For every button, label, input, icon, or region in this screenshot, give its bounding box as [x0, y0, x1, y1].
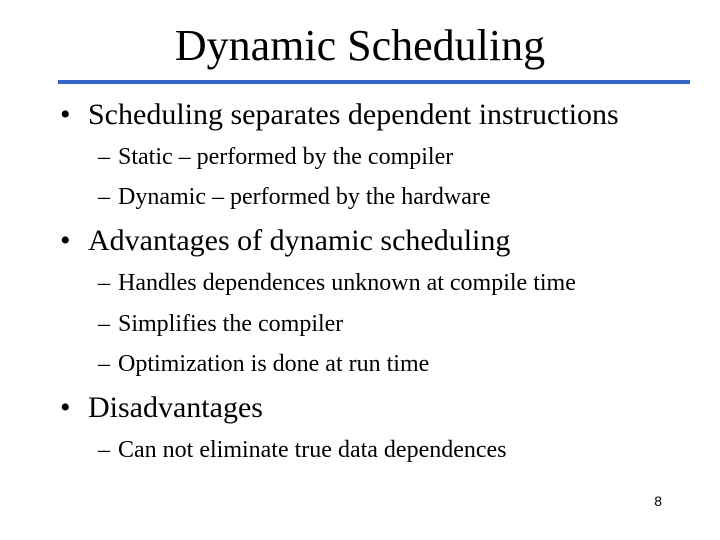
slide-title: Dynamic Scheduling — [174, 21, 546, 70]
bullet-text: Scheduling separates dependent instructions — [88, 98, 619, 131]
dash-icon: – — [98, 437, 110, 463]
subitem-handles — [98, 268, 576, 298]
bullet-icon: • — [60, 224, 71, 257]
bullet-icon: • — [60, 391, 71, 424]
subitem-text: Static – performed by the compiler — [118, 144, 454, 170]
dash-icon: – — [98, 270, 110, 296]
subitem-text: Handles dependences unknown at compile time — [118, 270, 576, 296]
bullet-scheduling — [60, 97, 619, 133]
dash-icon: – — [98, 144, 110, 170]
subitem-text: Optimization is done at run time — [118, 351, 430, 377]
subitem-dynamic — [98, 182, 491, 212]
subitem-simplifies — [98, 309, 343, 339]
subitem-text: Can not eliminate true data dependences — [118, 437, 507, 463]
bullet-advantages — [60, 223, 510, 259]
subitem-cannot-eliminate — [98, 435, 507, 465]
bullet-icon: • — [60, 98, 71, 131]
subitem-optimization — [98, 349, 429, 379]
dash-icon: – — [98, 184, 110, 210]
subitem-static — [98, 142, 453, 172]
subitem-text: Simplifies the compiler — [118, 311, 344, 337]
dash-icon: – — [98, 351, 110, 377]
page-number: 8 — [654, 493, 662, 509]
subitem-text: Dynamic – performed by the hardware — [118, 184, 491, 210]
title-underline — [58, 80, 690, 84]
bullet-disadvantages — [60, 390, 263, 426]
bullet-text: Disadvantages — [88, 391, 263, 424]
dash-icon: – — [98, 311, 110, 337]
bullet-text: Advantages of dynamic scheduling — [88, 224, 511, 257]
